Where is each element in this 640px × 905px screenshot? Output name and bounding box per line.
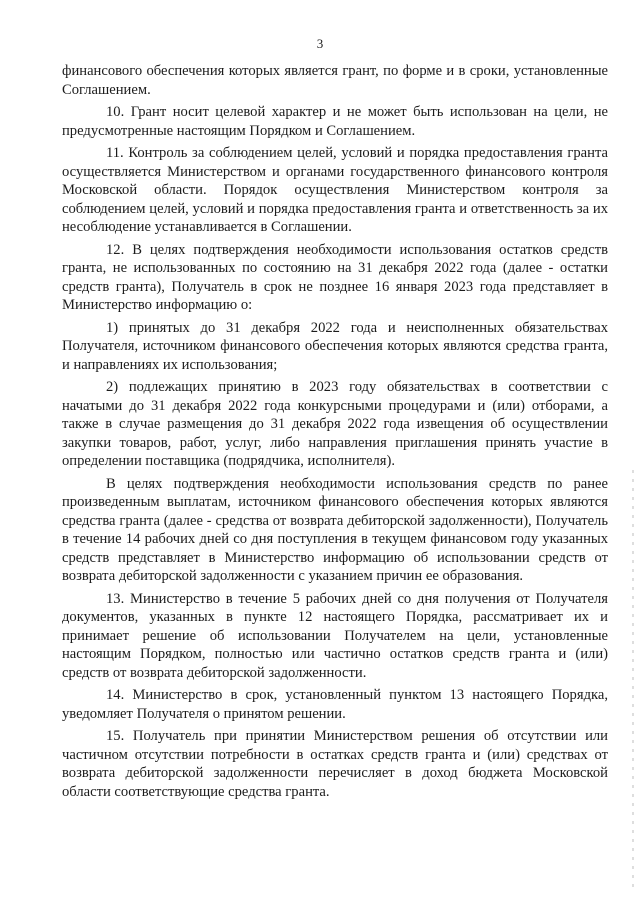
paragraph-12-item-1: 1) принятых до 31 декабря 2022 года и неисполненных обязательствах Получателя, источником финансового обеспечения которых являются средства гранта, и направлениях их использования; bbox=[62, 319, 608, 373]
paragraph-12-item-2: 2) подлежащих принятию в 2023 году обязательствах в соответствии с начатыми до 31 декабря 2022 года конкурсными процедурами и (или) отборами, а также в случае размещения до 31 декабря 2022 года извещения об осуществлении закупки товаров, работ, услуг, либо направления приглашения принять участие в определении поставщика (подрядчика, исполнителя). bbox=[62, 379, 608, 469]
paragraph-15: 15. Получатель при принятии Министерством решения об отсутствии или частичном отсутствии потребности в остатках средств гранта и (или) средствах от возврата дебиторской задолженности перечисляет в доход бюджета Московской области соответствующие средства гранта. bbox=[62, 728, 608, 800]
paragraph-11: 11. Контроль за соблюдением целей, условий и порядка предоставления гранта осуществляется Министерством и органами государственного финансового контроля Московской области. Порядок осуществления Министерством контроля за соблюдением целей, условий и порядка предоставления гранта и ответственность за их несоблюдение устанавливается в Соглашении. bbox=[62, 145, 608, 235]
scan-margin-artifact bbox=[632, 470, 634, 890]
paragraph-13: 13. Министерство в течение 5 рабочих дней со дня получения от Получателя документов, указанных в пункте 12 настоящего Порядка, рассматривает их и принимает решение об использовании Получателем на цели, установленные настоящим Порядком, полностью или частично остатков средств гранта и (или) средств от возврата дебиторской задолженности. bbox=[62, 590, 608, 681]
paragraph-continuation: финансового обеспечения которых является грант, по форме и в сроки, установленные Соглашением. bbox=[62, 63, 608, 98]
page-number: 3 bbox=[316, 36, 324, 51]
paragraph-12: 12. В целях подтверждения необходимости использования остатков средств гранта, не использованных по состоянию на 31 декабря 2022 года (далее - остатки средств гранта), Получатель в срок не позднее 16 января 2023 года представляет в Министерство информацию о: bbox=[62, 241, 608, 313]
paragraph-10: 10. Грант носит целевой характер и не может быть использован на цели, не предусмотренные настоящим Порядком и Соглашением. bbox=[62, 104, 608, 139]
paragraph-14: 14. Министерство в срок, установленный пунктом 13 настоящего Порядка, уведомляет Получателя о принятом решении. bbox=[62, 687, 608, 722]
paragraph-12-receivables: В целях подтверждения необходимости использования средств по ранее произведенным выплатам, источником финансового обеспечения которых являются средства гранта (далее - средства от возврата дебиторской задолженности), Получатель в течение 14 рабочих дней со дня поступления в текущем финансовом году указанных средств представляет в Министерство информацию об использовании средств от возврата дебиторской задолженности с указанием причин ее образования. bbox=[62, 475, 608, 584]
document-body bbox=[62, 62, 608, 805]
